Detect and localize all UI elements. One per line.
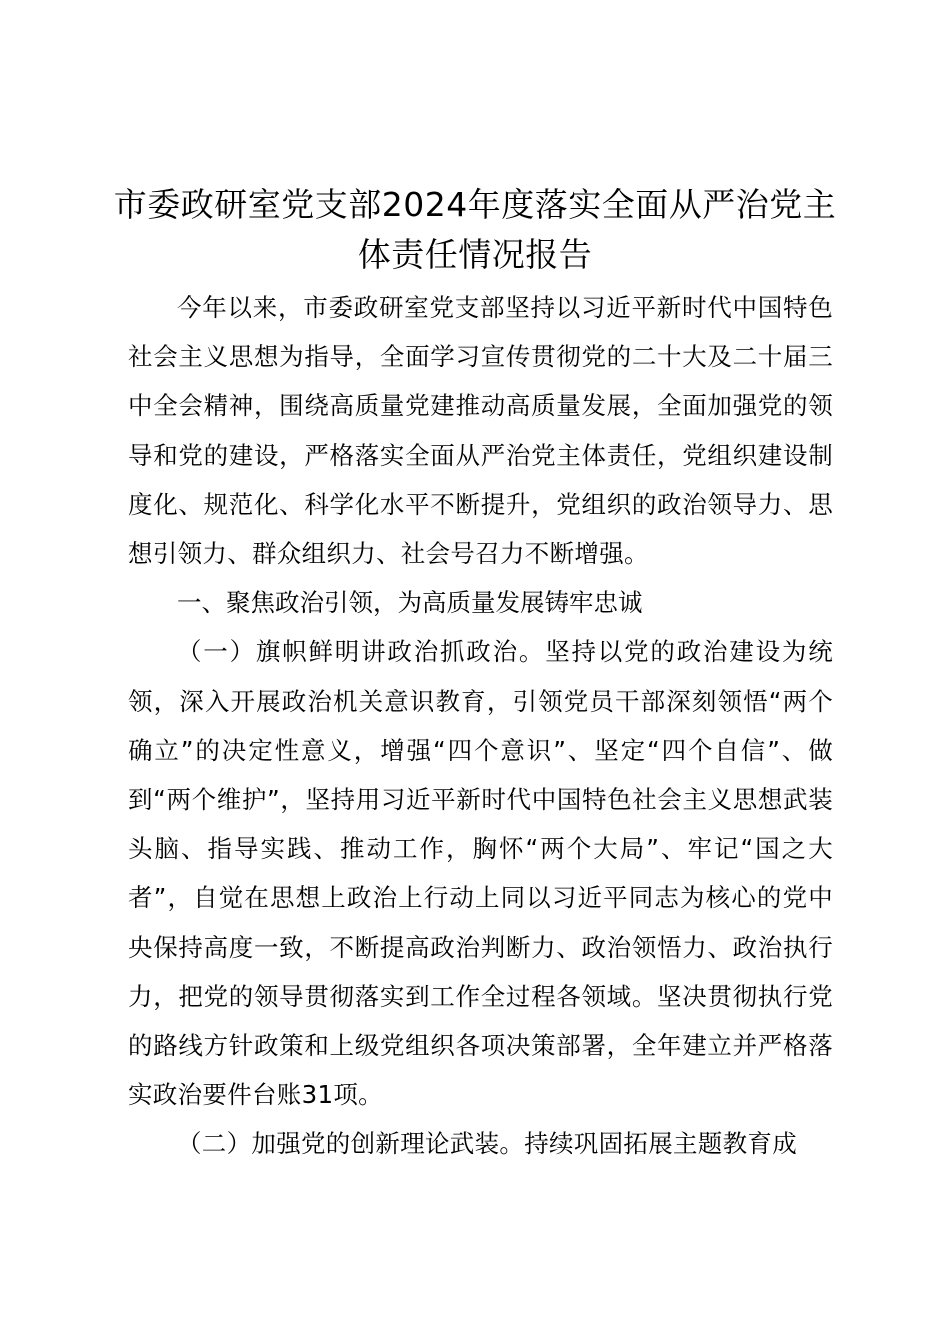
section-heading-1: 一、聚焦政治引领，为高质量发展铸牢忠诚 (177, 588, 643, 618)
subsection-paragraph-2: （二）加强党的创新理论武装。持续巩固拓展主题教育成 (177, 1129, 797, 1159)
subsection-paragraph-1: （一）旗帜鲜明讲政治抓政治。坚持以党的政治建设为统领，深入开展政治机关意识教育，引领党员干部深刻领悟“两个确立”的决定性意义，增强“四个意识”、坚定“四个自信”、做到“两个维护”，坚持用习近平新时代中国特色社会主义思想武装头脑、指导实践、推动工作，胸怀“两个大局”、牢记“国之大者”，自觉在思想上政治上行动上同以习近平同志为核心的党中央保持高度一致，不断提高政治判断力、政治领悟力、政治执行力，把党的领导贯彻落实到工作全过程各领域。坚决贯彻执行党的路线方针政策和上级党组织各项决策部署，全年建立并严格落实政治要件台账31项。 (128, 637, 833, 1110)
document-body (128, 283, 833, 1169)
page-title: 市委政研室党支部2024年度落实全面从严治党主体责任情况报告 (113, 185, 837, 274)
intro-paragraph: 今年以来，市委政研室党支部坚持以习近平新时代中国特色社会主义思想为指导，全面学习宣传贯彻党的二十大及二十届三中全会精神，围绕高质量党建推动高质量发展，全面加强党的领导和党的建设，严格落实全面从严治党主体责任，党组织建设制度化、规范化、科学化水平不断提升，党组织的政治领导力、思想引领力、群众组织力、社会号召力不断增强。 (128, 293, 833, 569)
